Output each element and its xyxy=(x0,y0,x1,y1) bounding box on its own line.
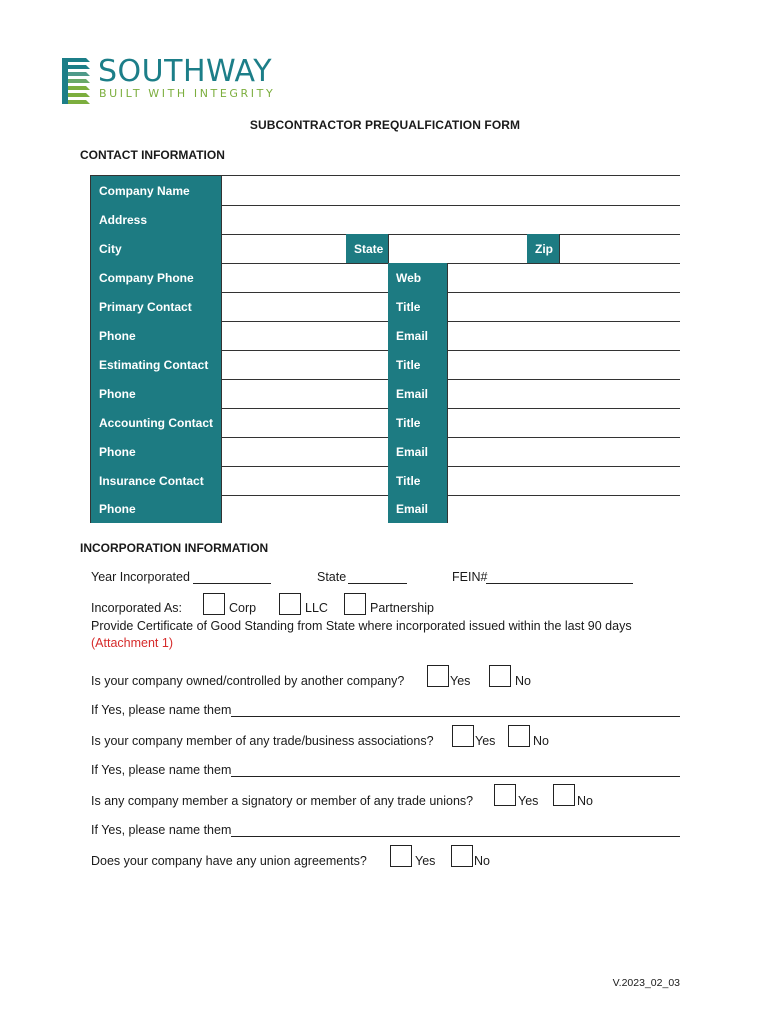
partnership-checkbox[interactable] xyxy=(344,593,366,615)
corp-label: Corp xyxy=(229,601,257,615)
state-label: State xyxy=(346,234,388,263)
owned-no-label: No xyxy=(515,674,531,688)
owned-if-yes-line[interactable] xyxy=(231,716,680,717)
insurance-email-field[interactable] xyxy=(447,495,680,523)
incorporation-section-title: INCORPORATION INFORMATION xyxy=(80,541,269,555)
version-label: V.2023_02_03 xyxy=(612,977,680,989)
stacked-chevron-logo-icon xyxy=(62,56,92,104)
address-field[interactable] xyxy=(221,205,680,234)
primary-title-field[interactable] xyxy=(447,292,680,321)
company-phone-label: Company Phone xyxy=(91,263,221,292)
company-name-label: Company Name xyxy=(91,176,221,205)
accounting-email-label: Email xyxy=(388,437,447,466)
union-yes-checkbox[interactable] xyxy=(494,784,516,806)
fein-line[interactable] xyxy=(486,583,633,584)
trade-if-yes-line[interactable] xyxy=(231,776,680,777)
certificate-note: Provide Certificate of Good Standing from State where incorporated issued within the last 90 days xyxy=(91,619,632,633)
trade-yes-checkbox[interactable] xyxy=(452,725,474,747)
contact-section-title: CONTACT INFORMATION xyxy=(80,148,225,162)
year-incorporated-line[interactable] xyxy=(193,583,271,584)
agreements-yes-checkbox[interactable] xyxy=(390,845,412,867)
question-owned: Is your company owned/controlled by another company? xyxy=(91,674,405,688)
estimating-email-field[interactable] xyxy=(447,379,680,408)
incorporation-state-line[interactable] xyxy=(348,583,407,584)
estimating-phone-label: Phone xyxy=(91,379,221,408)
web-field[interactable] xyxy=(447,263,680,292)
estimating-contact-label: Estimating Contact xyxy=(91,350,221,379)
company-name-field[interactable] xyxy=(221,176,680,205)
incorporation-state-label: State xyxy=(317,570,347,584)
primary-email-label: Email xyxy=(388,321,447,350)
insurance-phone-field[interactable] xyxy=(221,495,388,523)
question-union: Is any company member a signatory or member of any trade unions? xyxy=(91,794,474,808)
owned-no-checkbox[interactable] xyxy=(489,665,511,687)
primary-phone-field[interactable] xyxy=(221,321,388,350)
llc-label: LLC xyxy=(305,601,328,615)
accounting-title-label: Title xyxy=(388,408,447,437)
agreements-no-label: No xyxy=(474,854,490,868)
city-field[interactable] xyxy=(221,234,346,263)
estimating-title-label: Title xyxy=(388,350,447,379)
agreements-yes-label: Yes xyxy=(415,854,436,868)
fein-label: FEIN# xyxy=(452,570,488,584)
union-if-yes-label: If Yes, please name them xyxy=(91,823,232,837)
question-agreements: Does your company have any union agreements? xyxy=(91,854,367,868)
insurance-contact-label: Insurance Contact xyxy=(91,466,221,495)
primary-phone-label: Phone xyxy=(91,321,221,350)
primary-email-field[interactable] xyxy=(447,321,680,350)
owned-yes-checkbox[interactable] xyxy=(427,665,449,687)
trade-yes-label: Yes xyxy=(475,734,496,748)
accounting-contact-label: Accounting Contact xyxy=(91,408,221,437)
insurance-title-field[interactable] xyxy=(447,466,680,495)
corp-checkbox[interactable] xyxy=(203,593,225,615)
owned-if-yes-label: If Yes, please name them xyxy=(91,703,232,717)
accounting-phone-field[interactable] xyxy=(221,437,388,466)
union-no-checkbox[interactable] xyxy=(553,784,575,806)
insurance-phone-label: Phone xyxy=(91,495,221,523)
insurance-email-label: Email xyxy=(388,495,447,523)
agreements-no-checkbox[interactable] xyxy=(451,845,473,867)
union-yes-label: Yes xyxy=(518,794,539,808)
estimating-contact-field[interactable] xyxy=(221,350,388,379)
accounting-phone-label: Phone xyxy=(91,437,221,466)
company-phone-field[interactable] xyxy=(221,263,388,292)
city-label: City xyxy=(91,234,221,263)
estimating-email-label: Email xyxy=(388,379,447,408)
estimating-title-field[interactable] xyxy=(447,350,680,379)
zip-field[interactable] xyxy=(559,234,680,263)
accounting-contact-field[interactable] xyxy=(221,408,388,437)
contact-grid xyxy=(90,175,680,523)
owned-yes-label: Yes xyxy=(450,674,471,688)
logo-tagline: BUILT WITH INTEGRITY xyxy=(99,87,276,100)
trade-no-checkbox[interactable] xyxy=(508,725,530,747)
address-label: Address xyxy=(91,205,221,234)
accounting-email-field[interactable] xyxy=(447,437,680,466)
state-field[interactable] xyxy=(388,234,527,263)
union-if-yes-line[interactable] xyxy=(231,836,680,837)
year-incorporated-label: Year Incorporated xyxy=(91,570,190,584)
llc-checkbox[interactable] xyxy=(279,593,301,615)
primary-contact-field[interactable] xyxy=(221,292,388,321)
form-title: SUBCONTRACTOR PREQUALFICATION FORM xyxy=(249,118,521,132)
primary-contact-label: Primary Contact xyxy=(91,292,221,321)
accounting-title-field[interactable] xyxy=(447,408,680,437)
attachment-note: (Attachment 1) xyxy=(91,636,173,650)
estimating-phone-field[interactable] xyxy=(221,379,388,408)
logo-name: SOUTHWAY xyxy=(98,54,273,89)
incorporated-as-label: Incorporated As: xyxy=(91,601,183,615)
web-label: Web xyxy=(388,263,447,292)
primary-title-label: Title xyxy=(388,292,447,321)
question-trade: Is your company member of any trade/business associations? xyxy=(91,734,434,748)
trade-if-yes-label: If Yes, please name them xyxy=(91,763,232,777)
zip-label: Zip xyxy=(527,234,559,263)
insurance-title-label: Title xyxy=(388,466,447,495)
insurance-contact-field[interactable] xyxy=(221,466,388,495)
union-no-label: No xyxy=(577,794,593,808)
partnership-label: Partnership xyxy=(370,601,434,615)
trade-no-label: No xyxy=(533,734,549,748)
